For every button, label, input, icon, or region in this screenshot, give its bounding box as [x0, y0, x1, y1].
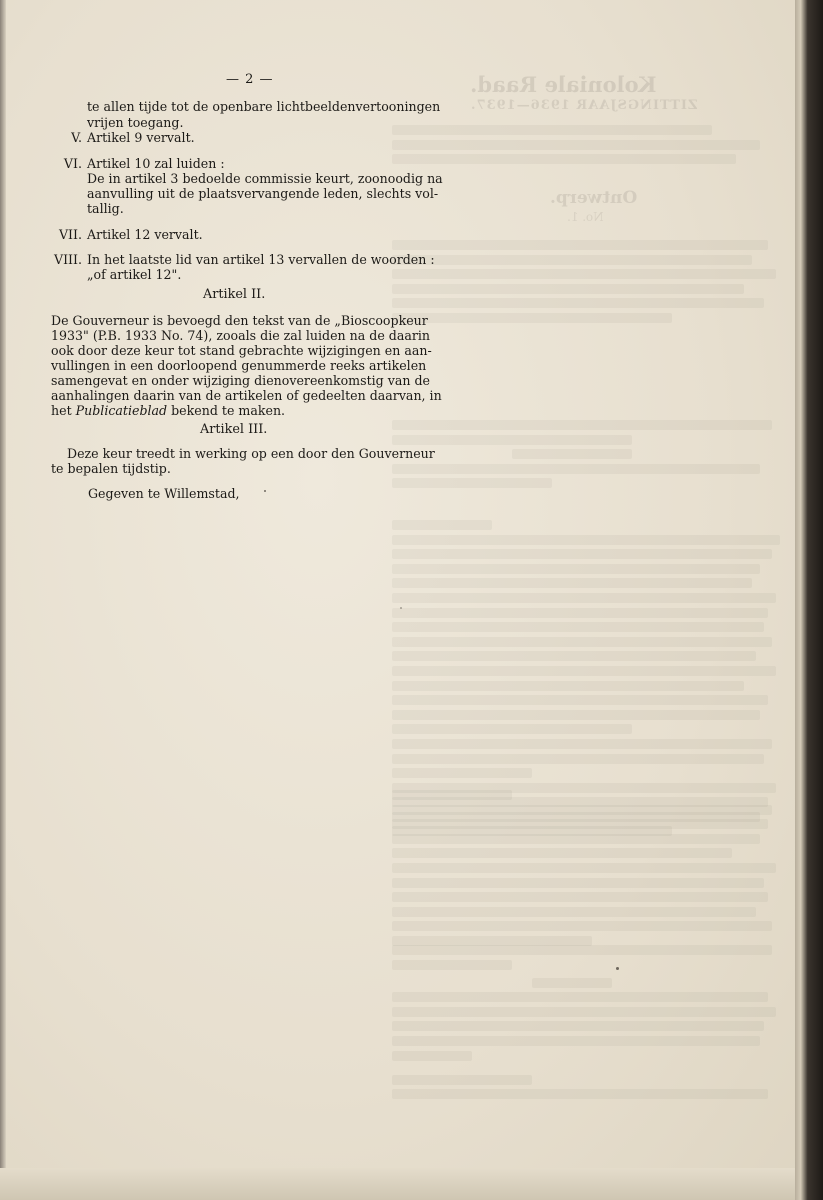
text-fragment: het [51, 403, 76, 418]
text-line: „of artikel 12". [87, 267, 182, 282]
item-vi-text: Artikel 10 zal luiden : [87, 156, 225, 171]
artikel-ii-heading: Artikel II. [203, 287, 266, 302]
item-viii-text: In het laatste lid van artikel 13 vervallen de woorden : [87, 252, 435, 267]
text-line: vullingen in een doorloopend genummerde reeks artikelen [51, 358, 427, 373]
text-line: Deze keur treedt in werking op een door den Gouverneur [67, 446, 435, 461]
speck [264, 490, 266, 492]
text-line: De in artikel 3 bedoelde commissie keurt, zoonoodig na [87, 171, 443, 186]
ghost-subtitle: ZITTINGSJAAR 1936—1937. [470, 98, 698, 113]
text-line: aanhalingen daarin van de artikelen of gedeelten daarvan, in [51, 388, 442, 403]
ghost-ontwerp: Ontwerp. [550, 188, 638, 208]
item-vii-text: Artikel 12 vervalt. [87, 227, 203, 242]
closing-line: Gegeven te Willemstad, [88, 486, 240, 501]
ghost-text-block-6 [392, 945, 792, 1104]
speck [616, 967, 619, 970]
text-line [51, 404, 285, 419]
ghost-text-block-3 [392, 420, 792, 493]
text-line: De Gouverneur is bevoegd den tekst van de „Bioscoopkeur [51, 313, 428, 328]
ghost-text-block-5 [392, 790, 792, 951]
page-bottom-edge [0, 1168, 795, 1200]
publicatieblad-italic: Publicatieblad [75, 403, 168, 418]
artikel-iii-heading: Artikel III. [200, 422, 268, 437]
item-number-vi: VI. [63, 156, 82, 171]
item-number-vii: VII. [58, 227, 82, 242]
item-number-v: V. [71, 130, 82, 145]
text-line: tallig. [87, 201, 124, 216]
ghost-number: No. 1. [567, 210, 604, 224]
text-line: ook door deze keur tot stand gebrachte wijzigingen en aan- [51, 343, 432, 358]
ghost-text-block-2 [392, 240, 792, 328]
ghost-text-block-1 [392, 125, 792, 169]
speck [400, 607, 402, 609]
ghost-title: Koloniale Raad. [470, 72, 657, 97]
item-v-text: Artikel 9 vervalt. [87, 130, 195, 145]
text-line: samengevat en onder wijziging dienovereenkomstig van de [51, 373, 430, 388]
text-line: te bepalen tijdstip. [51, 461, 171, 476]
page-number: — 2 — [226, 72, 274, 87]
page-left-edge [0, 0, 6, 1200]
scan-binding-edge [795, 0, 823, 1200]
text-line: aanvulling uit de plaatsvervangende leden, slechts vol- [87, 186, 439, 201]
text-line: vrijen toegang. [87, 115, 184, 130]
text-fragment: bekend te maken. [167, 403, 286, 418]
text-line: 1933" (P.B. 1933 No. 74), zooals die zal luiden na de daarin [51, 328, 431, 343]
item-number-viii: VIII. [53, 252, 82, 267]
text-line: te allen tijde tot de openbare lichtbeeldenvertooningen [87, 99, 441, 114]
